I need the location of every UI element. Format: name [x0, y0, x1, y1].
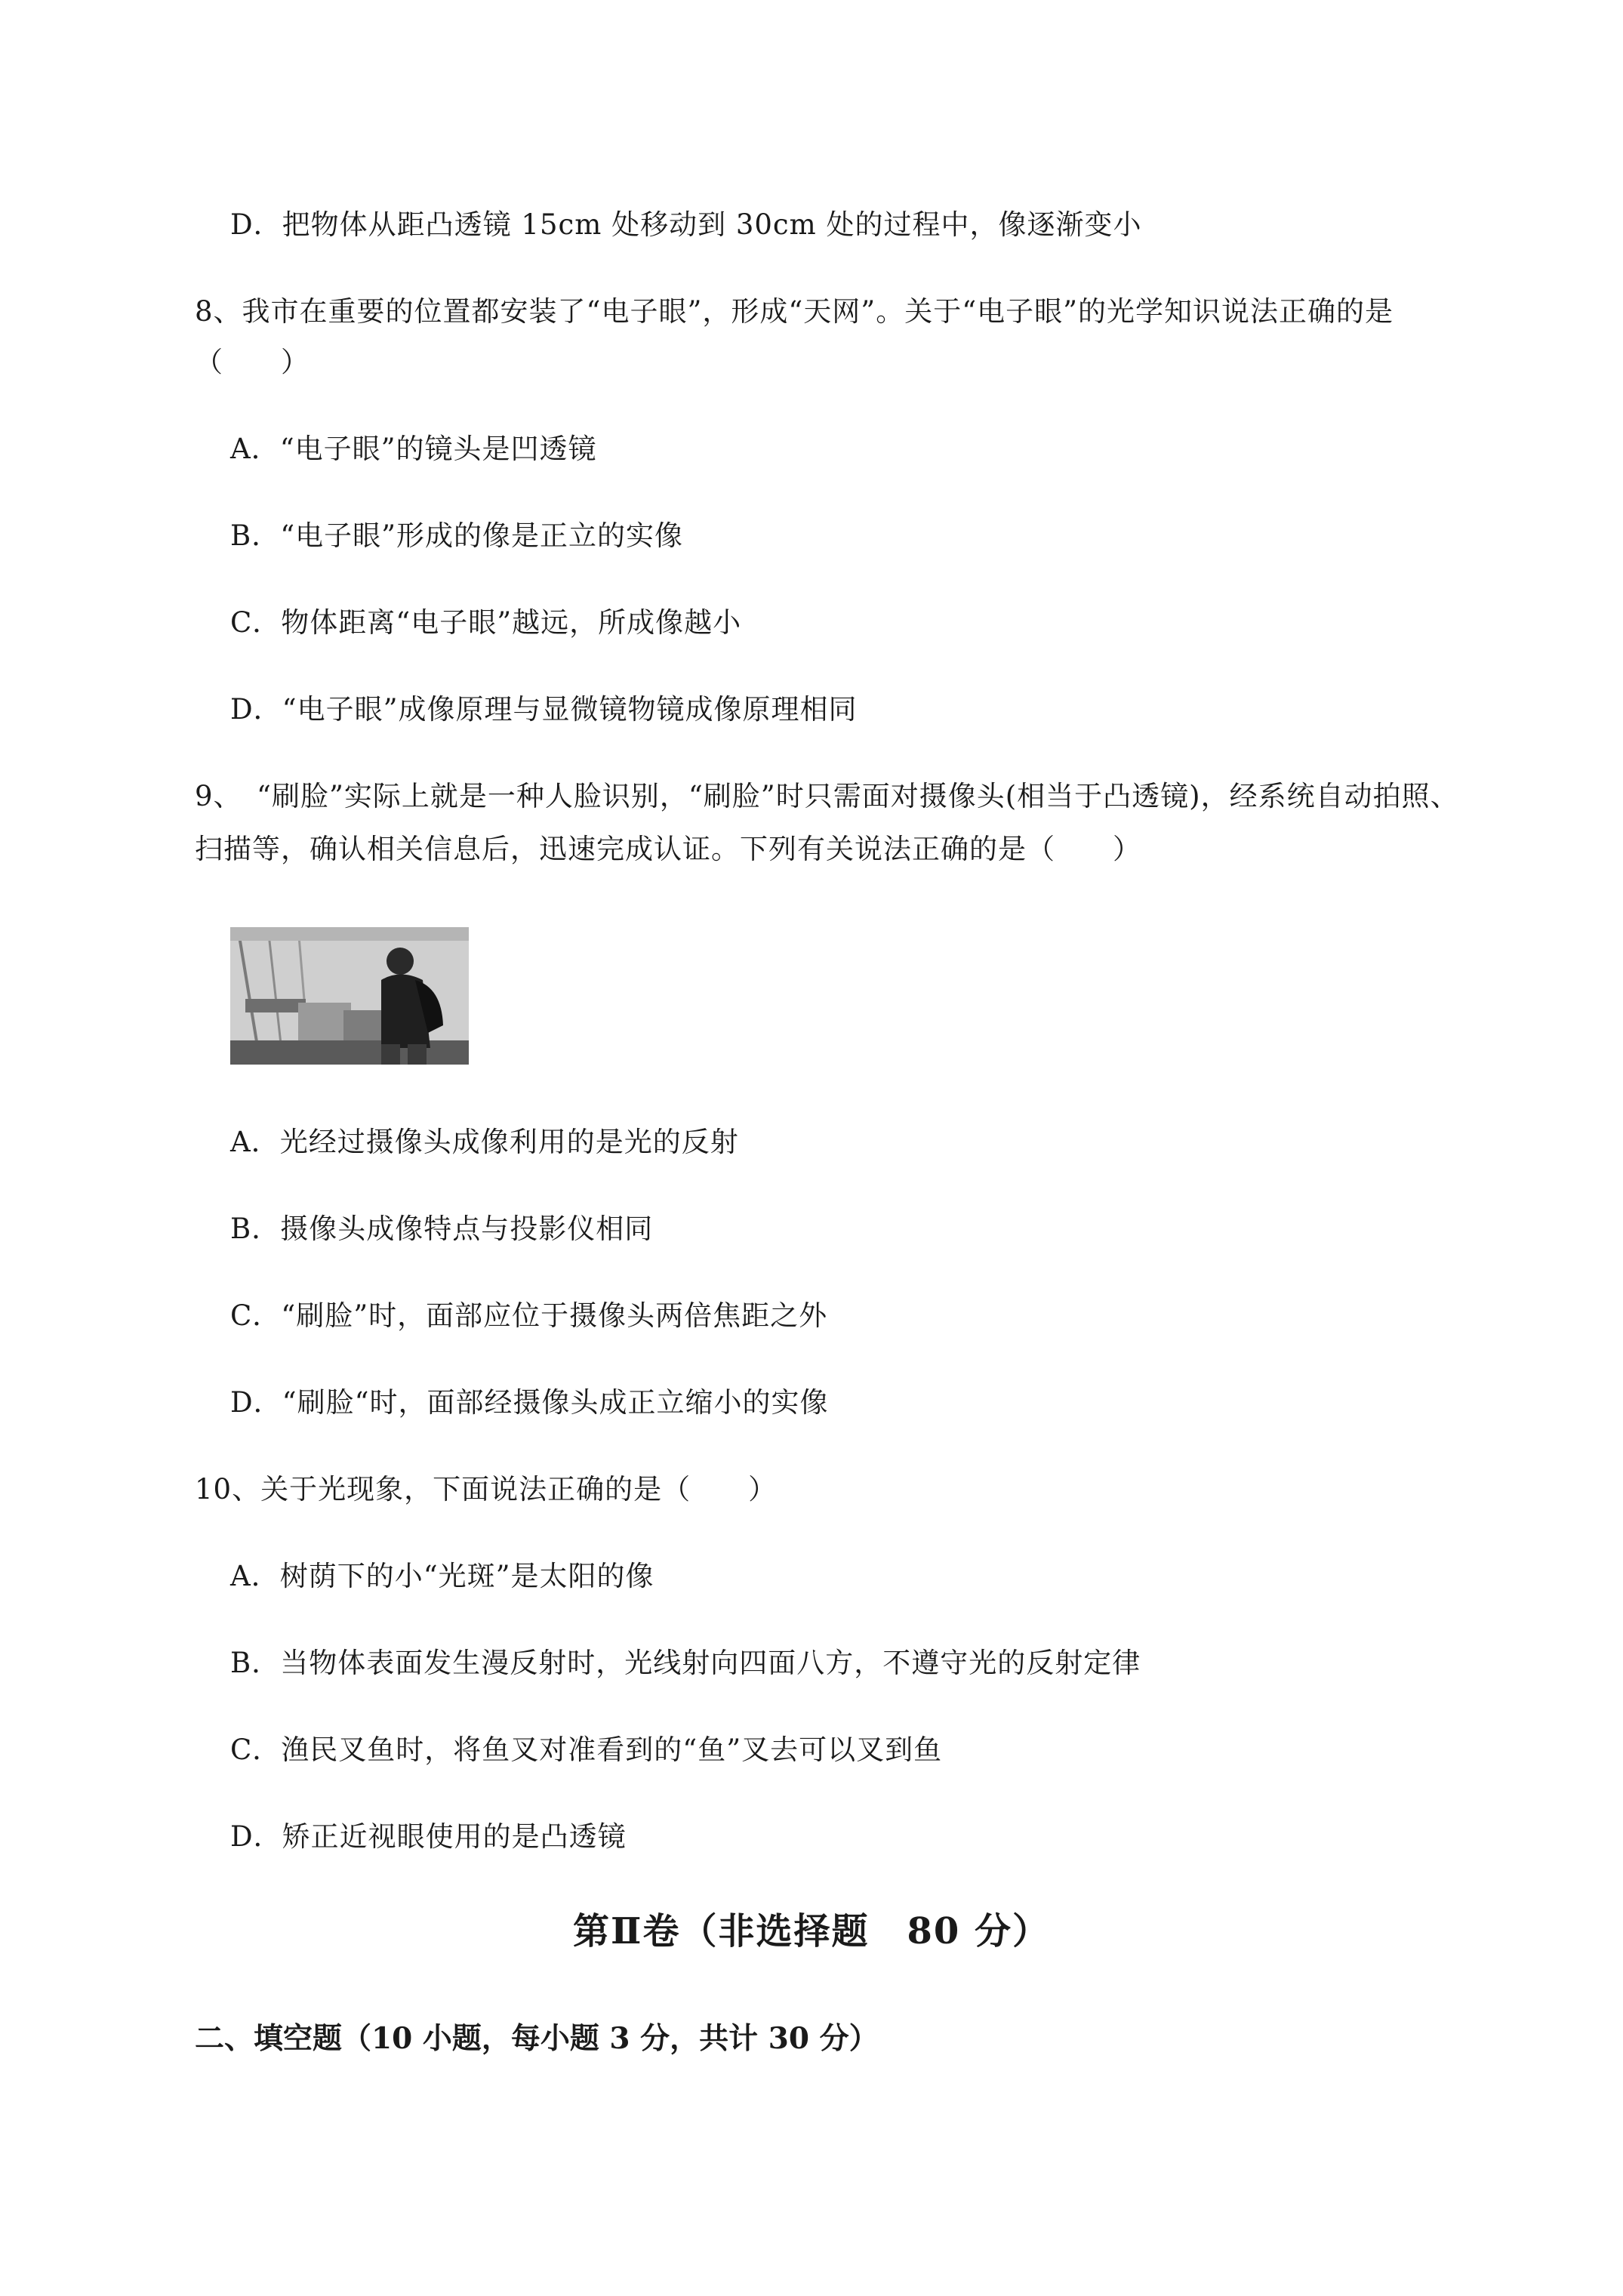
q9-option-a: A．光经过摄像头成像利用的是光的反射 — [230, 1126, 739, 1158]
q8-option-b: B．“电子眼”形成的像是正立的实像 — [230, 519, 684, 552]
q8-option-c: C．物体距离“电子眼”越远，所成像越小 — [230, 606, 742, 639]
q9-stem-line1: 9、 “刷脸”实际上就是一种人脸识别，“刷脸”时只需面对摄像头(相当于凸透镜)，经系统自动拍照、 — [195, 780, 1459, 812]
q10-option-c: C．渔民叉鱼时，将鱼叉对准看到的“鱼”叉去可以叉到鱼 — [230, 1734, 943, 1766]
q9-option-b: B．摄像头成像特点与投影仪相同 — [230, 1213, 654, 1245]
q9-option-d: D．“刷脸“时，面部经摄像头成正立缩小的实像 — [230, 1386, 829, 1419]
q9-option-c: C．“刷脸”时，面部应位于摄像头两倍焦距之外 — [230, 1299, 828, 1332]
section-2-title: 第Ⅱ卷（非选择题 80 分） — [573, 1910, 1050, 1952]
q10-stem: 10、关于光现象，下面说法正确的是（ ） — [195, 1473, 778, 1505]
q9-stem-line2: 扫描等，确认相关信息后，迅速完成认证。下列有关说法正确的是（ ） — [195, 833, 1141, 865]
q10-option-a: A．树荫下的小“光斑”是太阳的像 — [230, 1560, 654, 1592]
q7-option-d: D．把物体从距凸透镜 15cm 处移动到 30cm 处的过程中，像逐渐变小 — [230, 208, 1142, 241]
q10-option-b: B．当物体表面发生漫反射时，光线射向四面八方，不遵守光的反射定律 — [230, 1647, 1141, 1679]
q8-stem-line1: 8、我市在重要的位置都安装了“电子眼”，形成“天网”。关于“电子眼”的光学知识说法正确的是 — [195, 295, 1394, 328]
face-recognition-photo — [230, 927, 469, 1065]
q8-stem-line2: （ ） — [195, 346, 310, 378]
q8-option-d: D．“电子眼”成像原理与显微镜物镜成像原理相同 — [230, 693, 858, 726]
q10-option-d: D．矫正近视眼使用的是凸透镜 — [230, 1820, 627, 1853]
fill-in-blank-header: 二、填空题（10 小题，每小题 3 分，共计 30 分） — [195, 2021, 879, 2056]
q8-option-a: A．“电子眼”的镜头是凹透镜 — [230, 433, 597, 465]
